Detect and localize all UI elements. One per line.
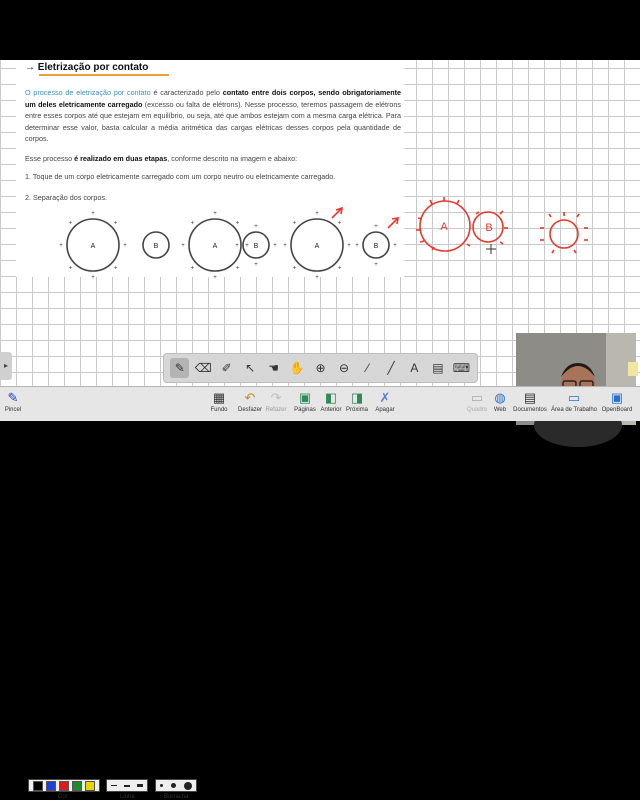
text-span: Esse processo <box>25 154 75 163</box>
charge-plus-sign: + <box>315 275 319 281</box>
color-swatch[interactable] <box>85 781 95 791</box>
charge-plus-sign: + <box>213 275 217 281</box>
color-swatch[interactable] <box>33 781 43 791</box>
bold-text: é realizado em duas etapas <box>74 154 168 163</box>
desktop-icon: ▭ <box>567 389 581 405</box>
next-page-button[interactable] <box>344 389 370 413</box>
board-icon: ▭ <box>470 389 484 405</box>
marker-icon[interactable]: ✐ <box>221 361 232 375</box>
documents-button[interactable] <box>512 389 548 413</box>
annotation-arrows <box>332 208 398 228</box>
color-swatch[interactable] <box>72 781 82 791</box>
hand-drawn-spheres <box>404 120 640 270</box>
sphere-label: A <box>212 243 218 250</box>
charge-plus-sign: + <box>213 211 217 217</box>
undo-button[interactable] <box>236 389 264 413</box>
title-underline <box>39 74 169 76</box>
line-width-selector[interactable] <box>106 779 148 792</box>
document-panel <box>16 60 404 281</box>
sphere-label: A <box>314 243 320 250</box>
line-label: Linha <box>120 794 135 800</box>
charge-plus-sign: + <box>235 243 239 249</box>
eraser-small-option[interactable] <box>160 784 163 787</box>
line-thick-option[interactable] <box>137 784 143 787</box>
section-title: → Eletrização por contato <box>25 62 149 73</box>
keyboard-icon[interactable]: ⌨ <box>452 361 471 375</box>
charge-plus-sign: + <box>254 262 258 268</box>
pen-tool-button[interactable] <box>2 389 24 413</box>
openboard-label: OpenBoard <box>601 407 633 413</box>
charge-plus-sign: + <box>347 243 351 249</box>
charge-plus-sign: + <box>190 265 195 272</box>
eraser-label: Borracha <box>164 794 189 800</box>
color-label: Cor <box>58 794 68 800</box>
drawn-label-a: A <box>440 221 448 233</box>
charge-plus-sign: + <box>91 275 95 281</box>
pages-button[interactable] <box>292 389 318 413</box>
zoom-out-icon[interactable]: ⊖ <box>338 361 350 375</box>
charge-plus-sign: + <box>393 243 397 249</box>
charge-plus-sign: + <box>123 243 127 249</box>
laser-icon[interactable]: ⁄ <box>366 361 369 375</box>
floating-toolbar <box>163 353 478 383</box>
eraser-size-selector[interactable] <box>155 779 197 792</box>
charge-plus-sign: + <box>283 243 287 249</box>
previous-page-icon: ◧ <box>324 389 338 405</box>
whiteboard-canvas[interactable] <box>0 60 640 386</box>
redo-label: Refazer <box>265 407 287 413</box>
pages-icon: ▣ <box>298 389 312 405</box>
desktop-button[interactable] <box>548 389 600 413</box>
text-span: é caracterizado pelo <box>150 88 223 97</box>
charge-plus-sign: + <box>273 243 277 249</box>
pan-icon[interactable]: ✋ <box>289 361 305 375</box>
pen-label: Pincel <box>4 407 22 413</box>
sphere-label: B <box>253 243 259 250</box>
charge-plus-sign: + <box>337 220 342 227</box>
next-label: Próxima <box>345 407 368 413</box>
pointer-icon[interactable]: ↖ <box>245 361 256 375</box>
charge-plus-sign: + <box>113 220 118 227</box>
grid-background-icon: ▦ <box>212 389 226 405</box>
web-button[interactable] <box>488 389 512 413</box>
charge-plus-sign: + <box>190 220 195 227</box>
highlight-text: O processo de eletrização por contato <box>25 88 151 97</box>
background-button[interactable] <box>205 389 233 413</box>
eraser-large-option[interactable] <box>184 782 192 790</box>
web-label: Web <box>493 407 507 413</box>
background-label: Fundo <box>210 407 228 413</box>
drawn-sphere-c <box>550 220 578 248</box>
desktop-label: Área de Trabalho <box>550 407 598 413</box>
color-swatch[interactable] <box>46 781 56 791</box>
charge-plus-sign: + <box>235 265 240 272</box>
redo-button[interactable] <box>262 389 290 413</box>
charge-plus-sign: + <box>113 265 118 272</box>
charge-plus-sign: + <box>355 243 359 249</box>
text-span: (excesso ou falta de elétrons). Nesse processo, teremos passagem de elétrons entre esses corpos até que estejam em equilíbrio, ou seja, até que ambos estejam com a mesma carga elétrica. Para determinar esse valor, basta calcular a média aritmética das cargas elétricas desses corpos pela quantidade de corpos. <box>25 99 401 143</box>
capture-icon[interactable]: ▤ <box>432 361 444 375</box>
previous-page-button[interactable] <box>318 389 344 413</box>
pen-icon: ✎ <box>7 389 19 405</box>
hand-icon[interactable]: ☚ <box>268 361 279 375</box>
undo-label: Desfazer <box>237 407 262 413</box>
charge-plus-sign: + <box>235 220 240 227</box>
line-medium-option[interactable] <box>124 785 130 787</box>
sphere-label: B <box>153 243 159 250</box>
bold-text: contato entre dois corpos, sendo obrigatoriamente um deles eletricamente carregado <box>25 88 401 109</box>
step-1: 1. Toque de um corpo eletricamente carregado com um corpo neutro ou eletricamente carregado. <box>25 172 336 181</box>
note-icon[interactable] <box>628 362 638 376</box>
clear-page-icon: ✗ <box>379 389 391 405</box>
charge-plus-sign: + <box>374 224 378 230</box>
paragraph-1 <box>25 87 401 145</box>
paragraph-2 <box>25 153 401 165</box>
charge-plus-sign: + <box>254 224 258 230</box>
step-2: 2. Separação dos corpos. <box>25 193 107 202</box>
line-icon[interactable]: ╱ <box>387 361 395 375</box>
redo-icon: ↷ <box>270 389 282 405</box>
documents-icon: ▤ <box>523 389 537 405</box>
contact-diagram <box>36 204 397 281</box>
color-palette[interactable] <box>28 779 100 792</box>
openboard-menu-button[interactable] <box>600 389 634 413</box>
line-thin-option[interactable] <box>111 785 117 786</box>
pages-label: Páginas <box>294 407 316 413</box>
sphere-label: A <box>90 243 96 250</box>
charge-plus-sign: + <box>68 265 73 272</box>
drawn-label-b: B <box>485 222 493 234</box>
charge-plus-sign: + <box>59 243 63 249</box>
crosshair-cursor-icon <box>486 244 496 254</box>
bottom-toolbar <box>0 386 640 800</box>
undo-icon: ↶ <box>244 389 256 405</box>
charge-plus-sign: + <box>245 243 249 249</box>
eraser-medium-option[interactable] <box>171 783 176 788</box>
erase-label: Apagar <box>375 407 395 413</box>
charge-plus-sign: + <box>292 265 297 272</box>
charge-plus-sign: + <box>181 243 185 249</box>
openboard-icon: ▣ <box>610 389 624 405</box>
charge-plus-sign: + <box>292 220 297 227</box>
pen-icon[interactable]: ✎ <box>170 358 189 378</box>
globe-icon: ◍ <box>494 389 506 405</box>
charge-plus-sign: + <box>91 211 95 217</box>
text-icon[interactable]: A <box>410 361 419 375</box>
charge-plus-sign: + <box>68 220 73 227</box>
clear-page-button[interactable] <box>372 389 398 413</box>
charge-plus-sign: + <box>374 262 378 268</box>
sphere-label: B <box>373 243 379 250</box>
board-mode-button[interactable] <box>464 389 490 413</box>
next-page-icon: ◨ <box>350 389 364 405</box>
charge-plus-sign: + <box>337 265 342 272</box>
eraser-icon[interactable]: ⌫ <box>194 361 212 375</box>
side-panel-toggle[interactable]: ▸ <box>0 352 12 380</box>
charge-plus-sign: + <box>315 211 319 217</box>
previous-label: Anterior <box>320 407 342 413</box>
board-label: Quadro <box>466 407 487 413</box>
zoom-in-icon[interactable]: ⊕ <box>315 361 326 375</box>
text-span: , conforme descrito na imagem e abaixo: <box>167 154 298 163</box>
color-swatch[interactable] <box>59 781 69 791</box>
documents-label: Documentos <box>513 407 547 413</box>
